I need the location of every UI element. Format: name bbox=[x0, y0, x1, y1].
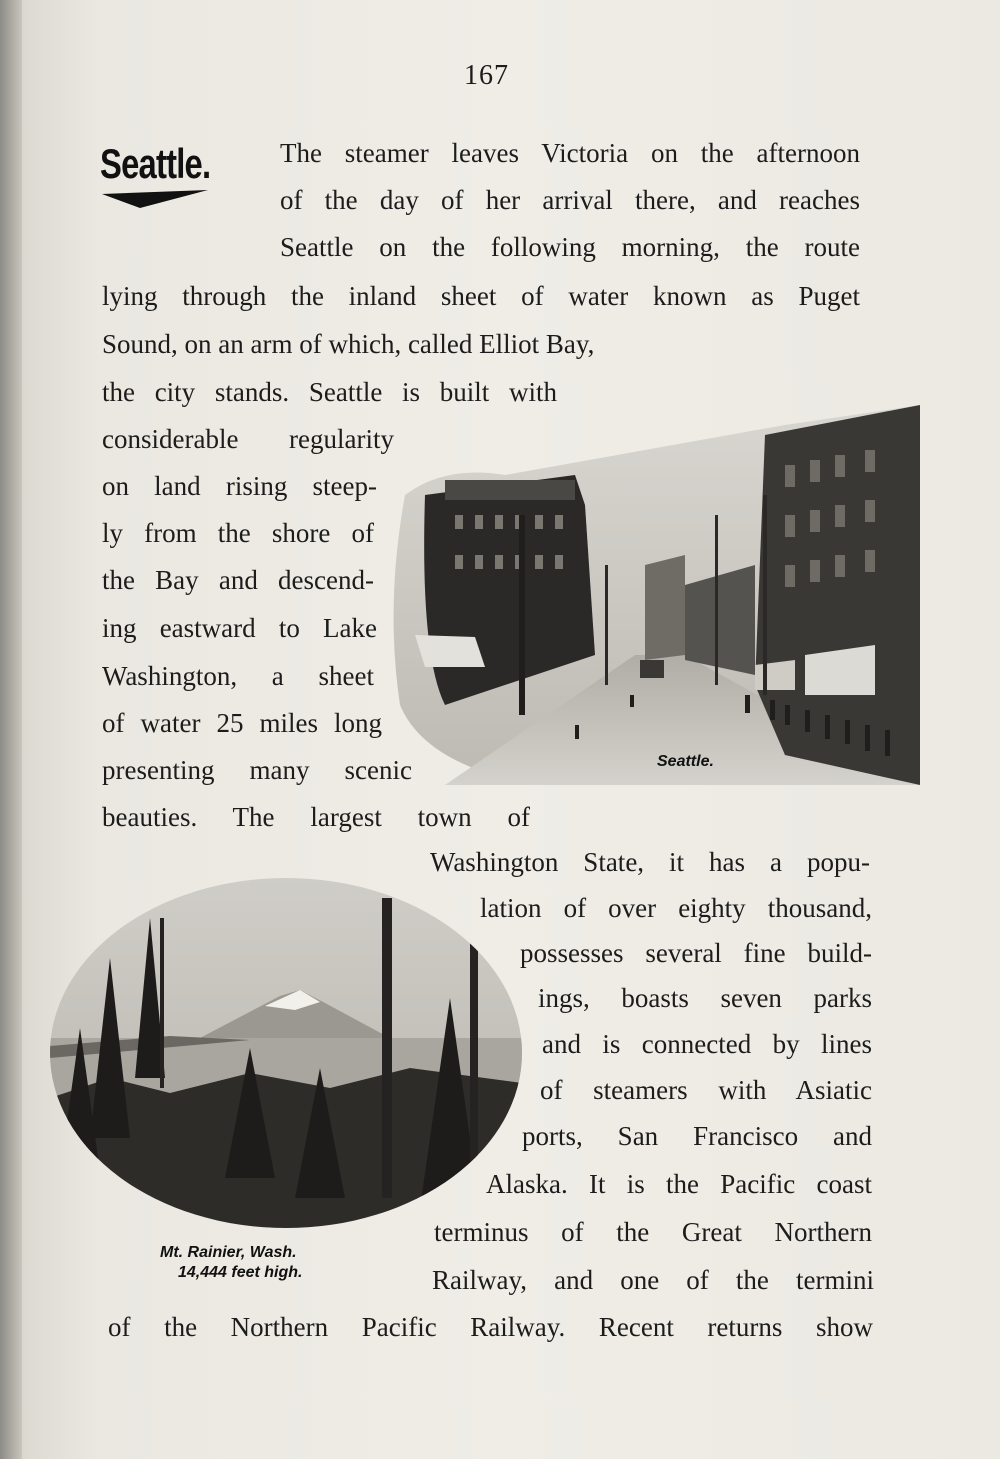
figure-caption: 14,444 feet high. bbox=[178, 1264, 303, 1281]
body-line: Railway, and one of the termini bbox=[432, 1265, 874, 1295]
body-line: and is connected by lines bbox=[542, 1029, 872, 1059]
body-line: of water 25 miles long bbox=[102, 708, 382, 738]
body-line: beauties. The largest town of bbox=[102, 802, 530, 832]
body-line: of steamers with Asiatic bbox=[540, 1075, 872, 1105]
figure-caption: Mt. Rainier, Wash. bbox=[160, 1244, 297, 1261]
figure-caption: Seattle. bbox=[657, 753, 714, 770]
body-line: the Bay and descend- bbox=[102, 565, 374, 595]
body-line: ports, San Francisco and bbox=[522, 1121, 872, 1151]
body-line: possesses several fine build- bbox=[520, 938, 872, 968]
section-heading: Seattle. bbox=[100, 140, 211, 187]
body-line: presenting many scenic bbox=[102, 755, 412, 785]
body-line: Washington, a sheet bbox=[102, 661, 374, 691]
page-number: 167 bbox=[464, 60, 509, 91]
body-line: Seattle on the following morning, the route bbox=[280, 232, 860, 262]
seattle-street-photo bbox=[385, 405, 920, 785]
body-line: the city stands. Seattle is built with bbox=[102, 377, 557, 407]
body-line: ing eastward to Lake bbox=[102, 613, 377, 643]
body-line: on land rising steep- bbox=[102, 471, 377, 501]
body-line: of the day of her arrival there, and reaches bbox=[280, 185, 860, 215]
body-line: lation of over eighty thousand, bbox=[480, 893, 872, 923]
body-line: Washington State, it has a popu- bbox=[430, 847, 870, 877]
body-line: lying through the inland sheet of water known as Puget bbox=[102, 281, 860, 311]
body-line: Alaska. It is the Pacific coast bbox=[486, 1169, 872, 1199]
page-gutter bbox=[0, 0, 22, 1459]
mt-rainier-photo bbox=[50, 878, 522, 1228]
body-line: terminus of the Great Northern bbox=[434, 1217, 872, 1247]
heading-swash-ornament bbox=[100, 190, 210, 210]
body-line: Sound, on an arm of which, called Elliot Bay, bbox=[102, 329, 595, 359]
body-line: ly from the shore of bbox=[102, 518, 374, 548]
body-line: considerable regularity bbox=[102, 424, 394, 454]
body-line: of the Northern Pacific Railway. Recent returns show bbox=[108, 1312, 873, 1342]
body-line: The steamer leaves Victoria on the afternoon bbox=[280, 138, 860, 168]
body-line: ings, boasts seven parks bbox=[538, 983, 872, 1013]
